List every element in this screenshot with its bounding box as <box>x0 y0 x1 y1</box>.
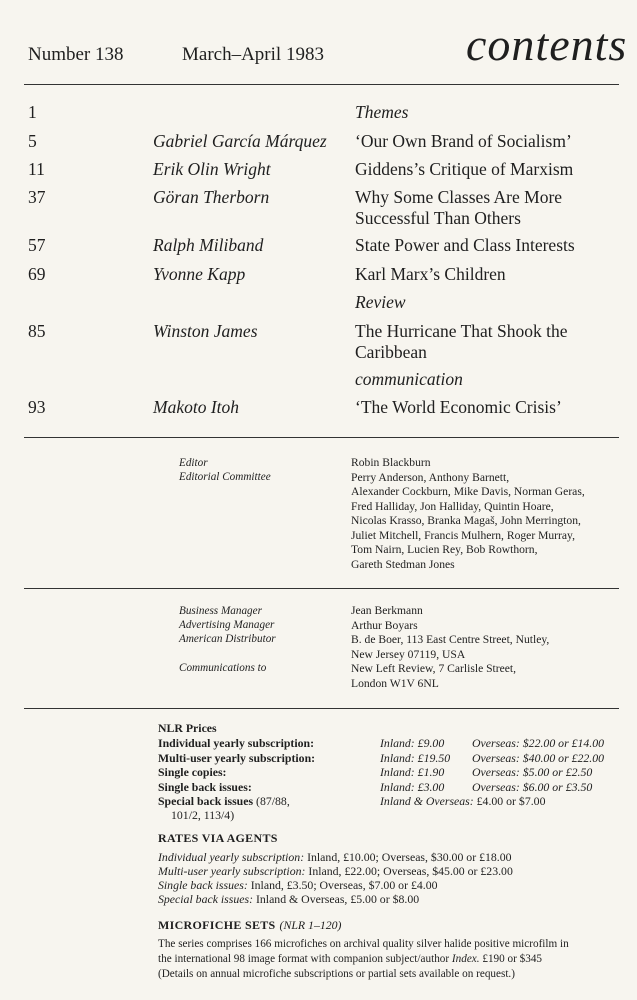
price-inland: Inland: £9.00 <box>380 736 445 750</box>
microfiche-heading-note: (NLR 1–120) <box>279 918 342 932</box>
committee-line: Perry Anderson, Anthony Barnett, <box>351 470 510 484</box>
page-number: 57 <box>28 235 46 255</box>
issue-number: Number 138 <box>28 44 124 65</box>
price-label: Multi-user yearly subscription: <box>158 751 316 765</box>
article-author: Makoto Itoh <box>153 397 240 417</box>
microfiche-text: the international 98 image format with companion subject/author <box>158 953 450 965</box>
article-author: Göran Therborn <box>153 187 270 207</box>
article-title: ‘Our Own Brand of Socialism’ <box>355 131 572 151</box>
page-number: 1 <box>28 102 37 122</box>
page-number: 11 <box>28 159 45 179</box>
article-author: Ralph Miliband <box>153 235 264 255</box>
price-label: Single back issues: <box>158 780 252 794</box>
contents-divider <box>24 437 619 438</box>
article-author: Erik Olin Wright <box>153 159 271 179</box>
article-author: Gabriel García Márquez <box>153 131 327 151</box>
price-overseas: Overseas: $5.00 or £2.50 <box>472 765 593 779</box>
committee-line: Fred Halliday, Jon Halliday, Quintin Hoare, <box>351 499 554 513</box>
agent-rate-row <box>158 864 628 879</box>
agent-rate-text: Inland, £3.50; Overseas, $7.00 or £4.00 <box>250 878 438 892</box>
agents-heading: RATES VIA AGENTS <box>158 831 278 845</box>
agent-rate-text: Inland, £10.00; Overseas, $30.00 or £18.00 <box>307 850 512 864</box>
american-distributor-address: New Jersey 07119, USA <box>351 647 466 661</box>
communications-label: Communications to <box>179 662 267 674</box>
american-distributor-address: B. de Boer, 113 East Centre Street, Nutley, <box>351 633 550 646</box>
agent-rate-label: Individual yearly subscription: <box>158 850 305 864</box>
page-number: 69 <box>28 264 46 284</box>
business-manager-label: Business Manager <box>179 605 262 617</box>
editor-name: Robin Blackburn <box>351 456 431 469</box>
editor-label: Editor <box>179 457 208 469</box>
price-overseas: Overseas: $22.00 or £14.00 <box>472 736 605 750</box>
microfiche-price: £190 or $345 <box>482 953 543 965</box>
microfiche-line: (Details on annual microfiche subscriptions or partial sets available on request.) <box>158 968 515 980</box>
article-title: Why Some Classes Are More Successful Than Others <box>355 187 563 228</box>
microfiche-heading: MICROFICHE SETS <box>158 918 276 932</box>
agent-rate-row <box>158 878 628 893</box>
price-inland-overseas-label: Inland & Overseas: <box>380 794 474 808</box>
agent-rate-row <box>158 850 628 865</box>
agent-rate-label: Single back issues: <box>158 878 248 892</box>
committee-label: Editorial Committee <box>179 471 271 483</box>
section-heading: Themes <box>355 102 409 122</box>
special-back-issues-price <box>380 794 545 809</box>
business-divider <box>24 708 619 709</box>
committee-line: Alexander Cockburn, Mike Davis, Norman Geras, <box>351 485 585 498</box>
section-heading: communication <box>355 369 463 389</box>
communications-address: New Left Review, 7 Carlisle Street, <box>351 662 517 675</box>
article-author: Yvonne Kapp <box>153 264 246 284</box>
microfiche-heading-row <box>158 916 341 934</box>
business-manager-name: Jean Berkmann <box>351 604 423 617</box>
prices-heading: NLR Prices <box>158 721 217 735</box>
business-values <box>351 604 631 691</box>
price-inland: Inland: £3.00 <box>380 780 445 794</box>
issue-date: March–April 1983 <box>182 44 324 65</box>
committee-line: Juliet Mitchell, Francis Mulhern, Roger Murray, <box>351 528 575 542</box>
page-number: 37 <box>28 187 46 207</box>
advertising-manager-label: Advertising Manager <box>179 619 275 631</box>
price-label-note: 101/2, 113/4) <box>171 808 235 822</box>
agent-rate-row <box>158 892 628 907</box>
price-inland: Inland: £19.50 <box>380 751 451 765</box>
agent-rate-label: Special back issues: <box>158 892 254 906</box>
editorial-names <box>351 456 631 572</box>
agent-rate-text: Inland, £22.00; Overseas, $45.00 or £23.00 <box>308 864 513 878</box>
microfiche-line: The series comprises 166 microfiches on archival quality silver halide positive microfilm in <box>158 938 569 950</box>
article-title: Karl Marx’s Children <box>355 264 506 284</box>
committee-line: Gareth Stedman Jones <box>351 557 455 571</box>
agent-rate-text: Inland & Overseas, £5.00 or $8.00 <box>255 892 420 906</box>
microfiche-index: Index. <box>451 953 480 965</box>
article-title: The Hurricane That Shook the Caribbean <box>355 321 568 362</box>
agent-rate-label: Multi-user yearly subscription: <box>158 864 306 878</box>
header-divider <box>24 84 619 85</box>
price-label: Single copies: <box>158 765 227 779</box>
editorial-divider <box>24 588 619 589</box>
price-inland-overseas-value: £4.00 or $7.00 <box>476 794 546 808</box>
price-overseas: Overseas: $40.00 or £22.00 <box>472 751 605 765</box>
page-number: 5 <box>28 131 37 151</box>
article-title: ‘The World Economic Crisis’ <box>355 397 562 417</box>
american-distributor-label: American Distributor <box>179 633 276 645</box>
advertising-manager-name: Arthur Boyars <box>351 618 418 632</box>
price-label: Individual yearly subscription: <box>158 736 315 750</box>
section-heading: Review <box>355 292 406 312</box>
price-label-note: (87/88, <box>256 794 290 808</box>
microfiche-line <box>158 952 628 967</box>
page-title: contents <box>466 19 628 70</box>
communications-address: London W1V 6NL <box>351 676 439 690</box>
article-author: Winston James <box>153 321 258 341</box>
price-overseas: Overseas: $6.00 or £3.50 <box>472 780 593 794</box>
page-number: 93 <box>28 397 46 417</box>
page-number: 85 <box>28 321 46 341</box>
committee-line: Nicolas Krasso, Branka Magaš, John Merrington, <box>351 514 581 527</box>
special-back-issues <box>158 794 290 809</box>
committee-line: Tom Nairn, Lucien Rey, Bob Rowthorn, <box>351 543 538 556</box>
price-inland: Inland: £1.90 <box>380 765 445 779</box>
article-title: Giddens’s Critique of Marxism <box>355 159 574 179</box>
price-label: Special back issues <box>158 794 254 808</box>
article-title: State Power and Class Interests <box>355 235 575 255</box>
